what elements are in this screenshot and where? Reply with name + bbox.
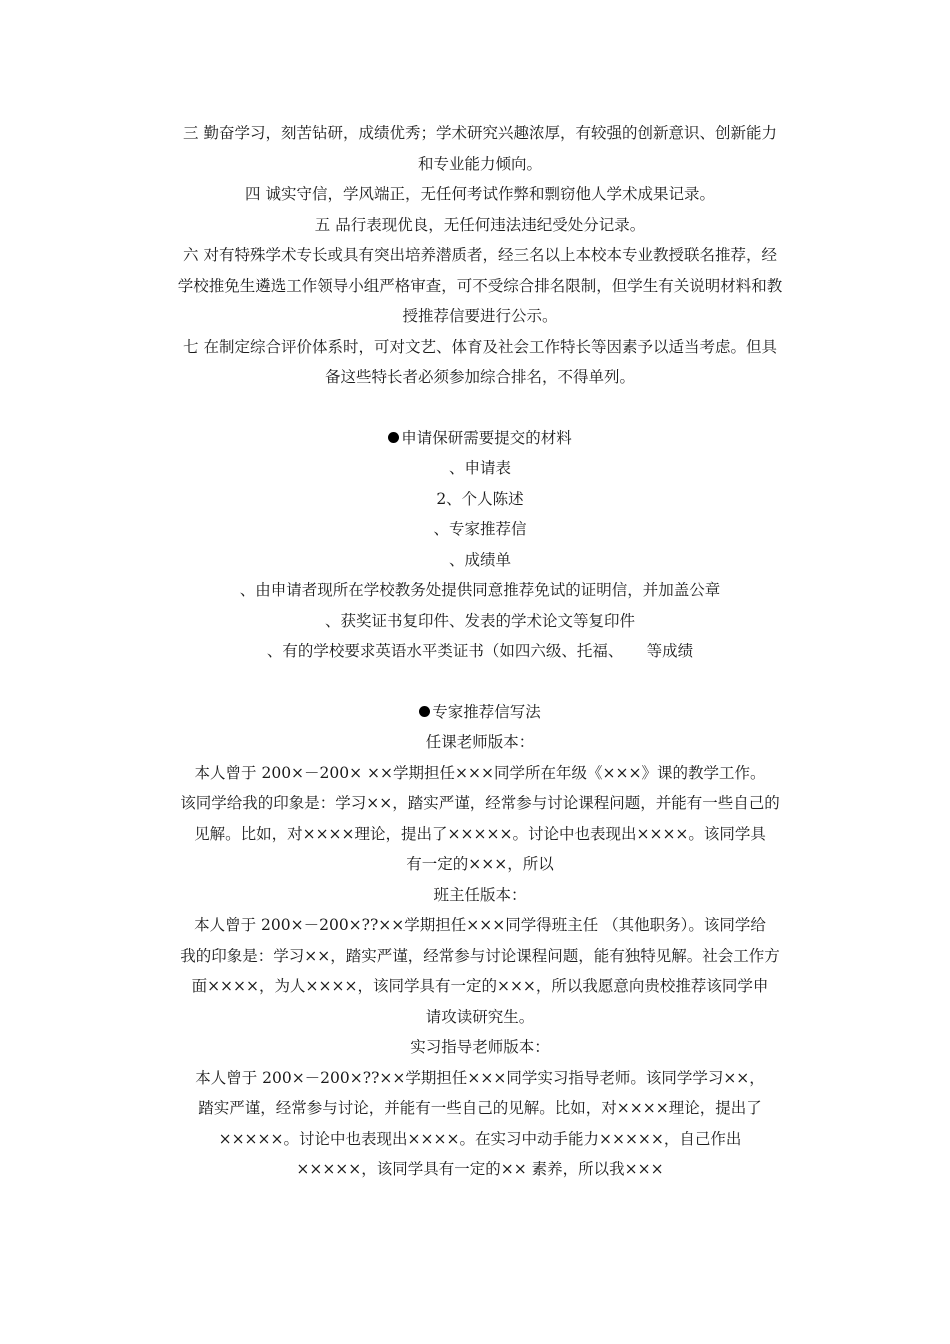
materials-item: 、申请表 (448, 459, 511, 477)
criteria-item-6-line-3: 授推荐信要进行公示。 (402, 307, 558, 325)
head-teacher-version-heading: 班主任版本： (433, 885, 527, 904)
head-teacher-version-line-2: 我的印象是：学习××，踏实严谨，经常参与讨论课程问题，能有独特见解。社会工作方 (180, 946, 780, 965)
document-page (150, 118, 810, 1185)
internship-version-line-4: ×××××，该同学具有一定的×× 素养，所以我××× (296, 1160, 664, 1178)
criteria-item-7-line-1: 七 在制定综合评价体系时，可对文艺、体育及社会工作特长等因素予以适当考虑。但具 (183, 337, 777, 356)
materials-section-heading (150, 423, 810, 454)
head-teacher-version-line-3: 面××××，为人××××，该同学具有一定的×××，所以我愿意向贵校推荐该同学申 (191, 977, 769, 995)
internship-version-line-2: 踏实严谨，经常参与讨论，并能有一些自己的见解。比如，对××××理论，提出了 (198, 1099, 762, 1117)
materials-item: 、专家推荐信 (433, 520, 527, 538)
criteria-item-3-line-1: 三 勤奋学习，刻苦钻研，成绩优秀；学术研究兴趣浓厚，有较强的创新意识、创新能力 (183, 124, 777, 142)
bullet-icon (419, 706, 430, 717)
teacher-version-line-2: 该同学给我的印象是：学习××，踏实严谨，经常参与讨论课程问题，并能有一些自己的 (180, 794, 780, 812)
letters-section-heading (150, 697, 810, 728)
materials-item: 、成绩单 (448, 550, 511, 569)
criteria-item-4: 四 诚实守信，学风端正，无任何考试作弊和剽窃他人学术成果记录。 (245, 185, 715, 203)
teacher-version-line-1: 本人曾于 200×－200× ××学期担任×××同学所在年级《×××》课的教学工作。 (194, 763, 766, 782)
materials-title: 申请保研需要提交的材料 (401, 428, 572, 447)
letters-title: 专家推荐信写法 (432, 702, 541, 721)
criteria-item-6-line-1: 六 对有特殊学术专长或具有突出培养潜质者，经三名以上本校本专业教授联名推荐，经 (183, 246, 777, 264)
materials-item: 、获奖证书复印件、发表的学术论文等复印件 (324, 611, 635, 630)
internship-version-line-1: 本人曾于 200×－200×??××学期担任×××同学实习指导老师。该同学学习××， (195, 1068, 765, 1087)
internship-version-line-3: ×××××。讨论中也表现出××××。在实习中动手能力×××××，自己作出 (218, 1129, 742, 1148)
materials-item: 、有的学校要求英语水平类证书（如四六级、托福、 等成绩 (266, 642, 694, 660)
criteria-item-3-line-2: 和专业能力倾向。 (417, 154, 542, 173)
bullet-icon (388, 432, 399, 443)
head-teacher-version-line-4: 请攻读研究生。 (425, 1007, 535, 1026)
criteria-item-5: 五 品行表现优良，无任何违法违纪受处分记录。 (314, 215, 646, 234)
criteria-item-6-line-2: 学校推免生遴选工作领导小组严格审查，可不受综合排名限制，但学生有关说明材料和教 (177, 276, 783, 295)
section-spacer (150, 667, 810, 697)
internship-version-heading: 实习指导老师版本： (410, 1038, 550, 1056)
teacher-version-line-3: 见解。比如，对××××理论，提出了×××××。讨论中也表现出××××。该同学具 (194, 824, 766, 843)
materials-item: 、由申请者现所在学校教务处提供同意推荐免试的证明信，并加盖公章 (239, 581, 721, 599)
section-spacer (150, 393, 810, 423)
head-teacher-version-line-1: 本人曾于 200×－200×??××学期担任×××同学得班主任 （其他职务）。该同学给 (194, 916, 766, 934)
teacher-version-line-4: 有一定的×××，所以 (406, 855, 554, 873)
materials-item: 2、个人陈述 (436, 489, 524, 508)
criteria-item-7-line-2: 备这些特长者必须参加综合排名，不得单列。 (324, 368, 635, 386)
teacher-version-heading: 任课老师版本： (425, 733, 535, 751)
